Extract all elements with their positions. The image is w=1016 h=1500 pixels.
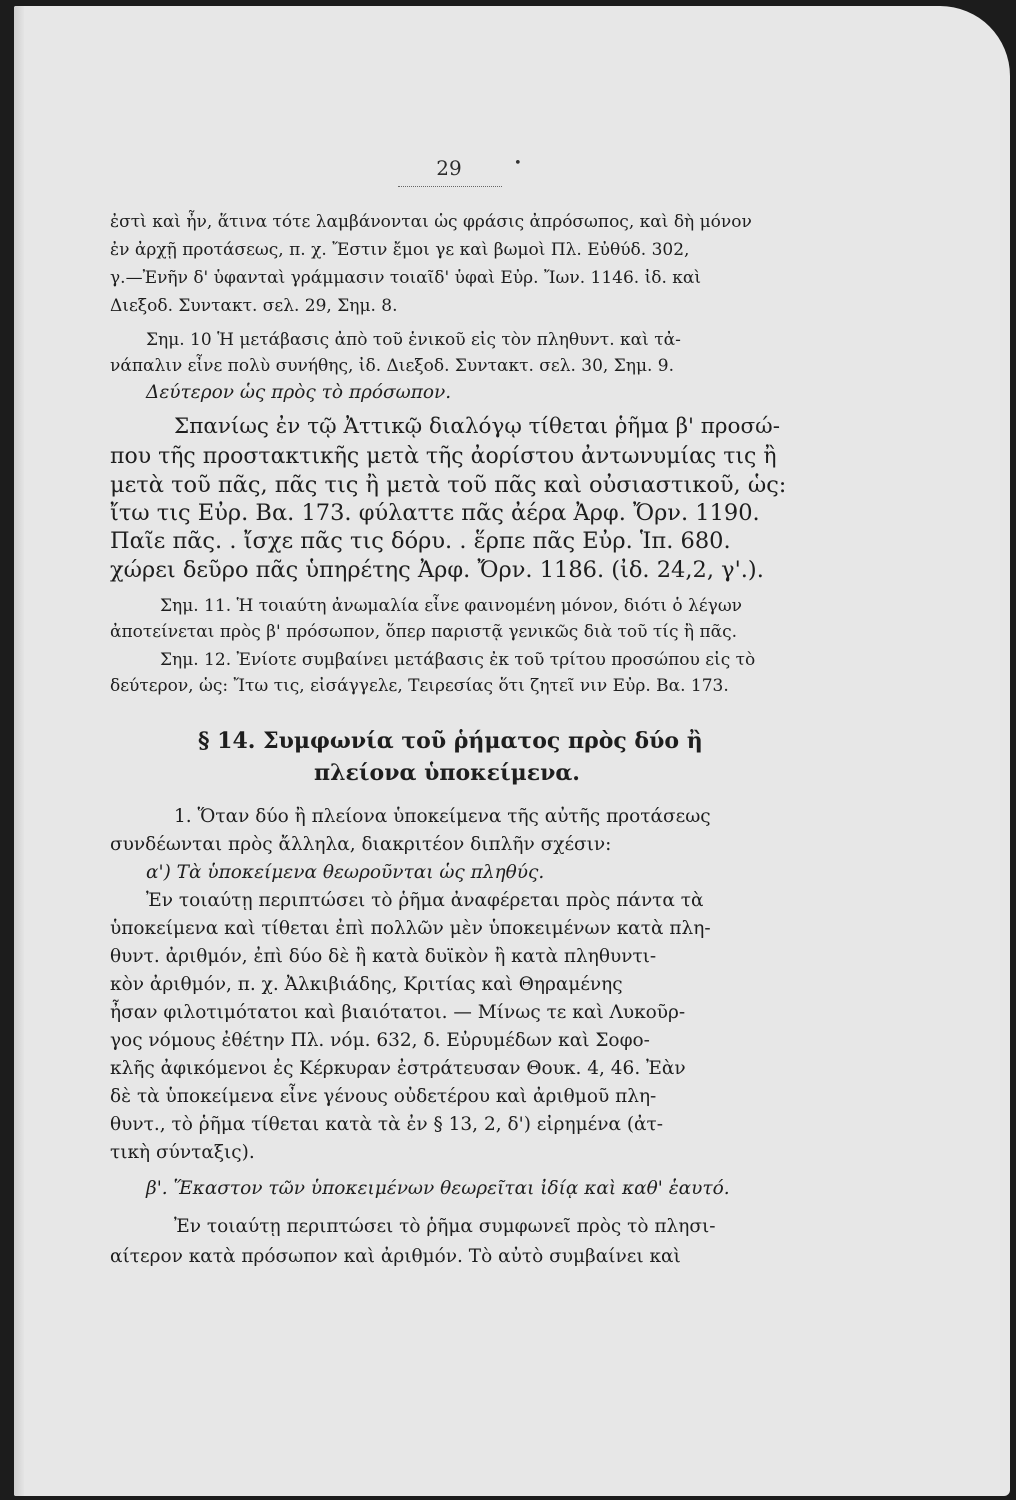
- text-line: θυντ., τὸ ῥῆμα τίθεται κατὰ τὰ ἐν § 13, 2, δ') εἰρημένα (ἀτ-: [110, 1114, 664, 1135]
- text-line: ἴτω τις Εὐρ. Βα. 173. φύλαττε πᾶς ἀέρα Ἀρφ. Ὄρν. 1190.: [110, 500, 760, 526]
- subheading: Δεύτερον ὡς πρὸς τὸ πρόσωπον.: [146, 382, 452, 403]
- subheading: β'. Ἕκαστον τῶν ὑποκειμένων θεωρεῖται ἰδίᾳ καὶ καθ' ἑαυτό.: [146, 1178, 730, 1199]
- note-line: Σημ. 11. Ἡ τοιαύτη ἀνωμαλία εἶνε φαινομένη μόνον, διότι ὁ λέγων: [160, 596, 743, 616]
- text-line: ἦσαν φιλοτιμότατοι καὶ βιαιότατοι. — Μίνως τε καὶ Λυκοῦρ-: [110, 1002, 686, 1023]
- text-line: συνδέωνται πρὸς ἄλληλα, διακριτέον διπλῆν σχέσιν:: [110, 834, 612, 855]
- note-line: Σημ. 12. Ἐνίοτε συμβαίνει μετάβασις ἐκ τοῦ τρίτου προσώπου εἰς τὸ: [160, 650, 756, 670]
- text-line: Ἐν τοιαύτῃ περιπτώσει τὸ ῥῆμα συμφωνεῖ πρὸς τὸ πλησι-: [174, 1216, 716, 1237]
- note-line: Σημ. 10 Ἡ μετάβασις ἀπὸ τοῦ ἑνικοῦ εἰς τὸν πληθυντ. καὶ τἀ-: [146, 330, 681, 350]
- text-line: Παῖε πᾶς. . ἴσχε πᾶς τις δόρυ. . ἕρπε πᾶς Εὐρ. Ἱπ. 680.: [110, 528, 731, 554]
- page-spine-shadow: [14, 6, 24, 1496]
- text-line: γ.—Ἐνῆν δ' ὑφανταὶ γράμμασιν τοιαῖδ' ὑφαὶ Εὐρ. Ἴων. 1146. ἰδ. καὶ: [110, 268, 702, 288]
- text-line: 1. Ὅταν δύο ἢ πλείονα ὑποκείμενα τῆς αὐτῆς προτάσεως: [174, 806, 711, 827]
- text-line: τικὴ σύνταξις).: [110, 1142, 255, 1163]
- text-line: χώρει δεῦρο πᾶς ὑπηρέτης Ἀρφ. Ὄρν. 1186. (ἰδ. 24,2, γ'.).: [110, 557, 764, 583]
- text-line: κὸν ἀριθμόν, π. χ. Ἀλκιβιάδης, Κριτίας καὶ Θηραμένης: [110, 974, 623, 995]
- text-line: αίτερον κατὰ πρόσωπον καὶ ἀριθμόν. Τὸ αὐτὸ συμβαίνει καὶ: [110, 1246, 681, 1267]
- text-line: θυντ. ἀριθμόν, ἐπὶ δύο δὲ ἢ κατὰ δυϊκὸν ἢ κατὰ πληθυντι-: [110, 946, 657, 967]
- text-line: Ἐν τοιαύτῃ περιπτώσει τὸ ῥῆμα ἀναφέρεται πρὸς πάντα τὰ: [146, 890, 704, 911]
- text-line: ἐστὶ καὶ ἦν, ἅτινα τότε λαμβάνονται ὡς φράσις ἀπρόσωπος, καὶ δὴ μόνον: [110, 212, 752, 232]
- note-line: δεύτερον, ὡς: Ἴτω τις, εἰσάγγελε, Τειρεσίας ὅτι ζητεῖ νιν Εὐρ. Βα. 173.: [110, 676, 729, 696]
- section-heading-cont: πλείονα ὑποκείμενα.: [314, 760, 580, 786]
- text-line: ἐν ἀρχῇ προτάσεως, π. χ. Ἔστιν ἔμοι γε καὶ βωμοὶ Πλ. Εὐθύδ. 302,: [110, 240, 690, 260]
- text-line: Διεξοδ. Συντακτ. σελ. 29, Σημ. 8.: [110, 296, 398, 316]
- text-line: που τῆς προστακτικῆς μετὰ τῆς ἀορίστου ἀντωνυμίας τις ἢ: [110, 444, 777, 469]
- page-number: 29: [436, 156, 462, 180]
- page-number-rule: [398, 186, 502, 187]
- note-line: ἀποτείνεται πρὸς β' πρόσωπον, ὅπερ παριστᾷ γενικῶς διὰ τοῦ τίς ἢ πᾶς.: [110, 622, 738, 642]
- subheading: α') Τὰ ὑποκείμενα θεωροῦνται ὡς πληθύς.: [146, 862, 545, 883]
- book-page: [14, 6, 1010, 1496]
- text-line: ὑποκείμενα καὶ τίθεται ἐπὶ πολλῶν μὲν ὑποκειμένων κατὰ πλη-: [110, 918, 711, 939]
- page-mark: •: [514, 156, 522, 171]
- text-line: δὲ τὰ ὑποκείμενα εἶνε γένους οὐδετέρου καὶ ἀριθμοῦ πλη-: [110, 1086, 657, 1107]
- section-heading: § 14. Συμφωνία τοῦ ῥήματος πρὸς δύο ἢ: [198, 728, 703, 754]
- text-line: γος νόμους ἐθέτην Πλ. νόμ. 632, δ. Εὐρυμέδων καὶ Σοφο-: [110, 1030, 650, 1051]
- note-line: νάπαλιν εἶνε πολὺ συνήθης, ἰδ. Διεξοδ. Συντακτ. σελ. 30, Σημ. 9.: [110, 356, 675, 376]
- text-line: μετὰ τοῦ πᾶς, πᾶς τις ἢ μετὰ τοῦ πᾶς καὶ οὐσιαστικοῦ, ὡς:: [110, 472, 787, 498]
- text-line: Σπανίως ἐν τῷ Ἀττικῷ διαλόγῳ τίθεται ῥῆμα β' προσώ-: [174, 414, 780, 439]
- text-line: κλῆς ἀφικόμενοι ἐς Κέρκυραν ἐστράτευσαν Θουκ. 4, 46. Ἐὰν: [110, 1058, 686, 1079]
